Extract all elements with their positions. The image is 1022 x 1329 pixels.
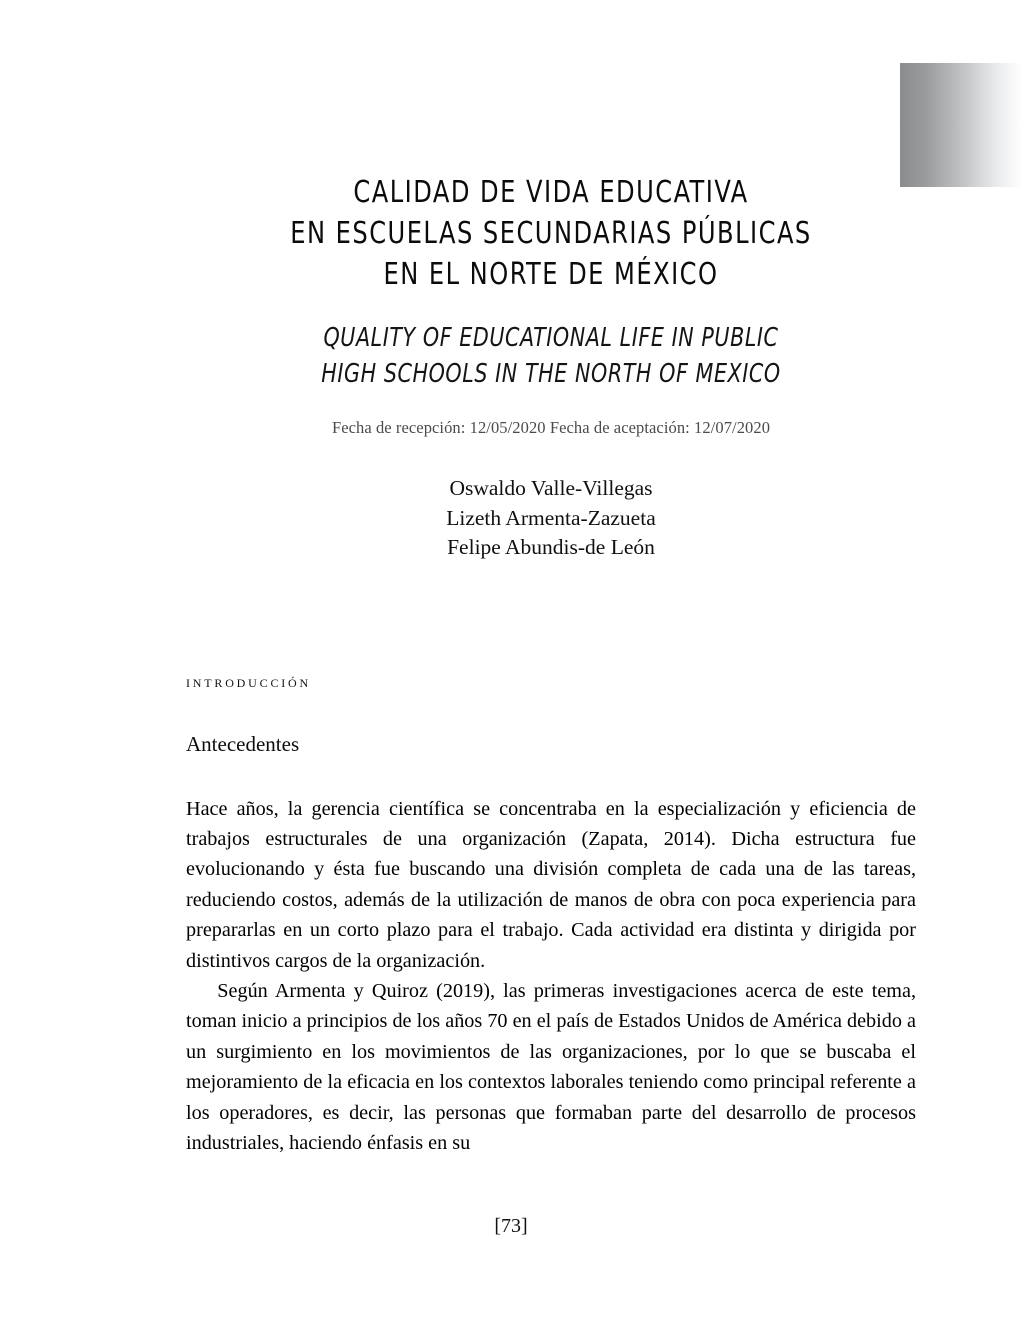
subtitle-line-2: HIGH SCHOOLS IN THE NORTH OF MEXICO: [321, 359, 781, 389]
author-list: [186, 474, 916, 563]
article-subtitle-english: [186, 320, 916, 392]
article-title: [186, 172, 916, 295]
paragraph: Hace años, la gerencia científica se concentraba en la especialización y eficiencia de trabajos estructurales de una organización (Zapata, 2014). Dicha estructura fue evolucionando y ésta fue buscando una división completa de cada una de las tareas, reduciendo costos, además de la utilización de manos de obra con poca experiencia para prepararlas en un corto plazo para el trabajo. Cada actividad era distinta y dirigida por distintivos cargos de la organización.: [186, 797, 916, 972]
page-number: [73]: [494, 1215, 528, 1237]
title-line-1: CALIDAD DE VIDA EDUCATIVA: [353, 175, 749, 210]
subsection-heading-antecedentes: Antecedentes: [186, 731, 300, 756]
author-name: Lizeth Armenta-Zazueta: [446, 505, 656, 530]
paragraph: Según Armenta y Quiroz (2019), las primeras investigaciones acerca de este tema, toman inicio a principios de los años 70 en el país de Estados Unidos de América debido a un surgimiento en los movimientos de las organizaciones, por lo que se buscaba el mejoramiento de la eficacia en los contextos laborales teniendo como principal referente a los operadores, es decir, las personas que formaban parte del desarrollo de procesos industriales, haciendo énfasis en su: [186, 979, 916, 1154]
gray-gradient-block: [900, 63, 1022, 187]
publication-dates: Fecha de recepción: 12/05/2020 Fecha de aceptación: 12/07/2020: [331, 418, 771, 437]
author-name: Oswaldo Valle-Villegas: [449, 476, 653, 500]
body-text: [186, 794, 916, 1159]
subtitle-line-1: QUALITY OF EDUCATIONAL LIFE IN PUBLIC: [323, 323, 779, 353]
section-heading-introduccion: introducción: [186, 671, 311, 691]
author-name: Felipe Abundis-de León: [447, 535, 655, 559]
page-content: [186, 0, 916, 1158]
title-line-3: EN EL NORTE DE MÉXICO: [383, 257, 719, 292]
title-line-2: EN ESCUELAS SECUNDARIAS PÚBLICAS: [290, 216, 812, 251]
